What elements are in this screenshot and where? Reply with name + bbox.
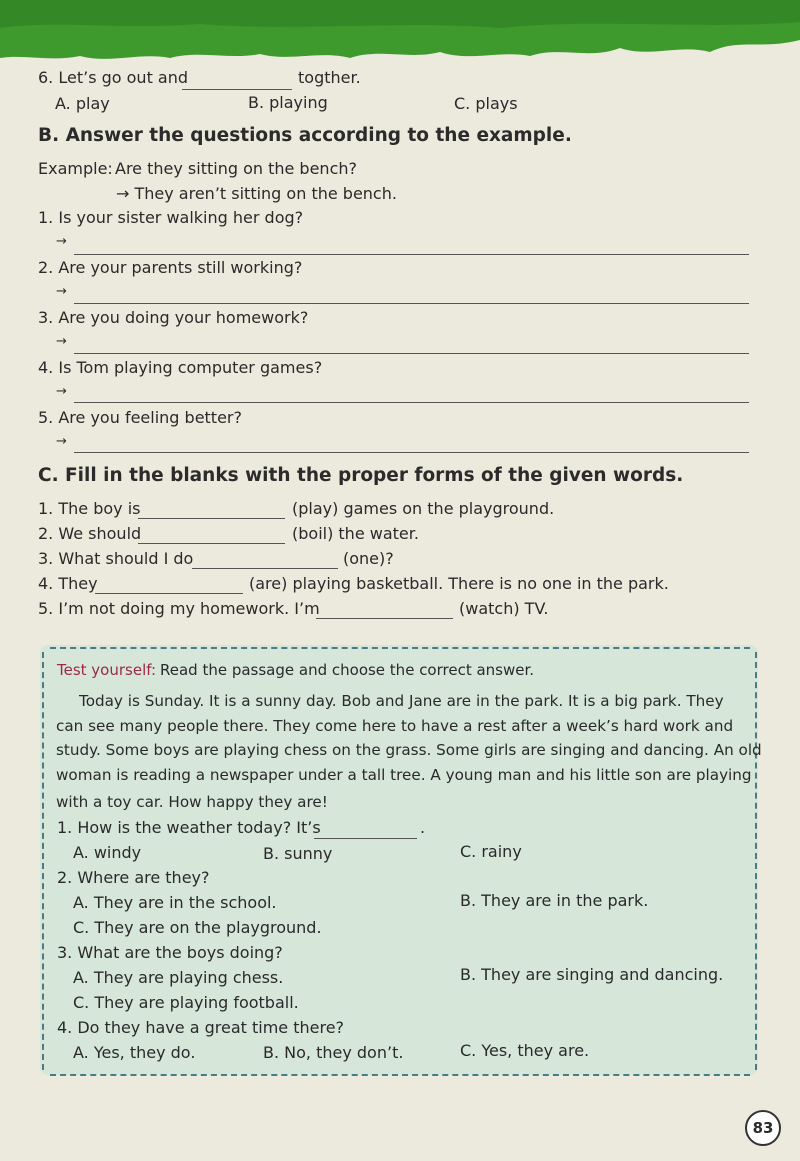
test-q4-option-a[interactable]: A. Yes, they do. [73, 1043, 196, 1062]
passage-line-2: can see many people there. They come here to have a rest after a week’s hard work and [56, 717, 734, 735]
test-q4-option-b[interactable]: B. No, they don’t. [263, 1043, 404, 1062]
c-item-1-after: (play) games on the playground. [292, 499, 555, 518]
arrow-icon: → [56, 434, 67, 449]
c-item-5-before: 5. I’m not doing my homework. I’m [38, 599, 320, 618]
b-question-2: 2. Are your parents still working? [38, 258, 303, 277]
part-b-heading: B. Answer the questions according to the example. [38, 125, 572, 146]
test-q1-period: . [420, 818, 426, 837]
q6-option-a[interactable]: A. play [55, 94, 110, 113]
test-q2-option-b[interactable]: B. They are in the park. [460, 891, 649, 910]
test-q1-option-c[interactable]: C. rainy [460, 842, 522, 861]
q6-option-b[interactable]: B. playing [248, 93, 328, 112]
q6-answer-blank[interactable] [182, 89, 292, 90]
test-q4-stem: 4. Do they have a great time there? [57, 1018, 345, 1037]
test-q1-blank[interactable] [314, 838, 417, 839]
arrow-icon: → [56, 234, 67, 249]
b-answer-line-4[interactable] [74, 402, 749, 403]
panel-border-bottom [50, 1074, 750, 1076]
test-q2-option-c[interactable]: C. They are on the playground. [73, 918, 322, 937]
c-item-5-blank[interactable] [316, 618, 453, 619]
c-item-3-blank[interactable] [192, 568, 338, 569]
example-label: Example: [38, 159, 113, 178]
test-q3-option-b[interactable]: B. They are singing and dancing. [460, 965, 724, 984]
c-item-5-after: (watch) TV. [459, 599, 549, 618]
test-q2-stem: 2. Where are they? [57, 868, 210, 887]
q6-option-c[interactable]: C. plays [454, 94, 518, 113]
test-q4-option-c[interactable]: C. Yes, they are. [460, 1041, 590, 1060]
test-q3-option-a[interactable]: A. They are playing chess. [73, 968, 284, 987]
b-question-5: 5. Are you feeling better? [38, 408, 242, 427]
panel-border-right [755, 652, 757, 1070]
panel-border-top [50, 647, 750, 649]
test-q3-option-c[interactable]: C. They are playing football. [73, 993, 299, 1012]
c-item-3-after: (one)? [343, 549, 394, 568]
part-c-heading: C. Fill in the blanks with the proper forms of the given words. [38, 465, 684, 486]
c-item-2-blank[interactable] [138, 543, 285, 544]
test-q1-stem: 1. How is the weather today? It’s [57, 818, 321, 837]
test-yourself-label: Test yourself: [57, 661, 157, 679]
c-item-4-blank[interactable] [95, 593, 243, 594]
arrow-icon: → [56, 334, 67, 349]
passage-line-4: woman is reading a newspaper under a tall tree. A young man and his little son are playing [56, 766, 752, 784]
test-instruction: Read the passage and choose the correct answer. [160, 661, 535, 679]
b-answer-line-1[interactable] [74, 254, 749, 255]
c-item-1-blank[interactable] [138, 518, 285, 519]
panel-border-left [42, 652, 44, 1070]
test-q3-stem: 3. What are the boys doing? [57, 943, 283, 962]
b-answer-line-3[interactable] [74, 353, 749, 354]
arrow-icon: → [56, 284, 67, 299]
c-item-4-before: 4. They [38, 574, 98, 593]
b-answer-line-2[interactable] [74, 303, 749, 304]
c-item-1-before: 1. The boy is [38, 499, 141, 518]
page-number: 83 [745, 1110, 781, 1146]
c-item-2-after: (boil) the water. [292, 524, 419, 543]
b-answer-line-5[interactable] [74, 452, 749, 453]
q6-stem-before: 6. Let’s go out and [38, 68, 189, 87]
c-item-4-after: (are) playing basketball. There is no one in the park. [249, 574, 669, 593]
b-question-4: 4. Is Tom playing computer games? [38, 358, 323, 377]
test-q2-option-a[interactable]: A. They are in the school. [73, 893, 277, 912]
passage-line-5: with a toy car. How happy they are! [56, 793, 328, 811]
example-answer: → They aren’t sitting on the bench. [116, 184, 397, 203]
b-question-3: 3. Are you doing your homework? [38, 308, 309, 327]
test-q1-option-b[interactable]: B. sunny [263, 844, 333, 863]
passage-line-1: Today is Sunday. It is a sunny day. Bob and Jane are in the park. It is a big park. They [79, 692, 724, 710]
passage-line-3: study. Some boys are playing chess on the grass. Some girls are singing and dancing. An old [56, 741, 762, 759]
q6-stem-after: togther. [298, 68, 361, 87]
green-banner-decoration [0, 0, 800, 70]
example-question: Are they sitting on the bench? [115, 159, 357, 178]
test-q1-option-a[interactable]: A. windy [73, 843, 142, 862]
b-question-1: 1. Is your sister walking her dog? [38, 208, 304, 227]
c-item-2-before: 2. We should [38, 524, 142, 543]
arrow-icon: → [56, 384, 67, 399]
c-item-3-before: 3. What should I do [38, 549, 194, 568]
